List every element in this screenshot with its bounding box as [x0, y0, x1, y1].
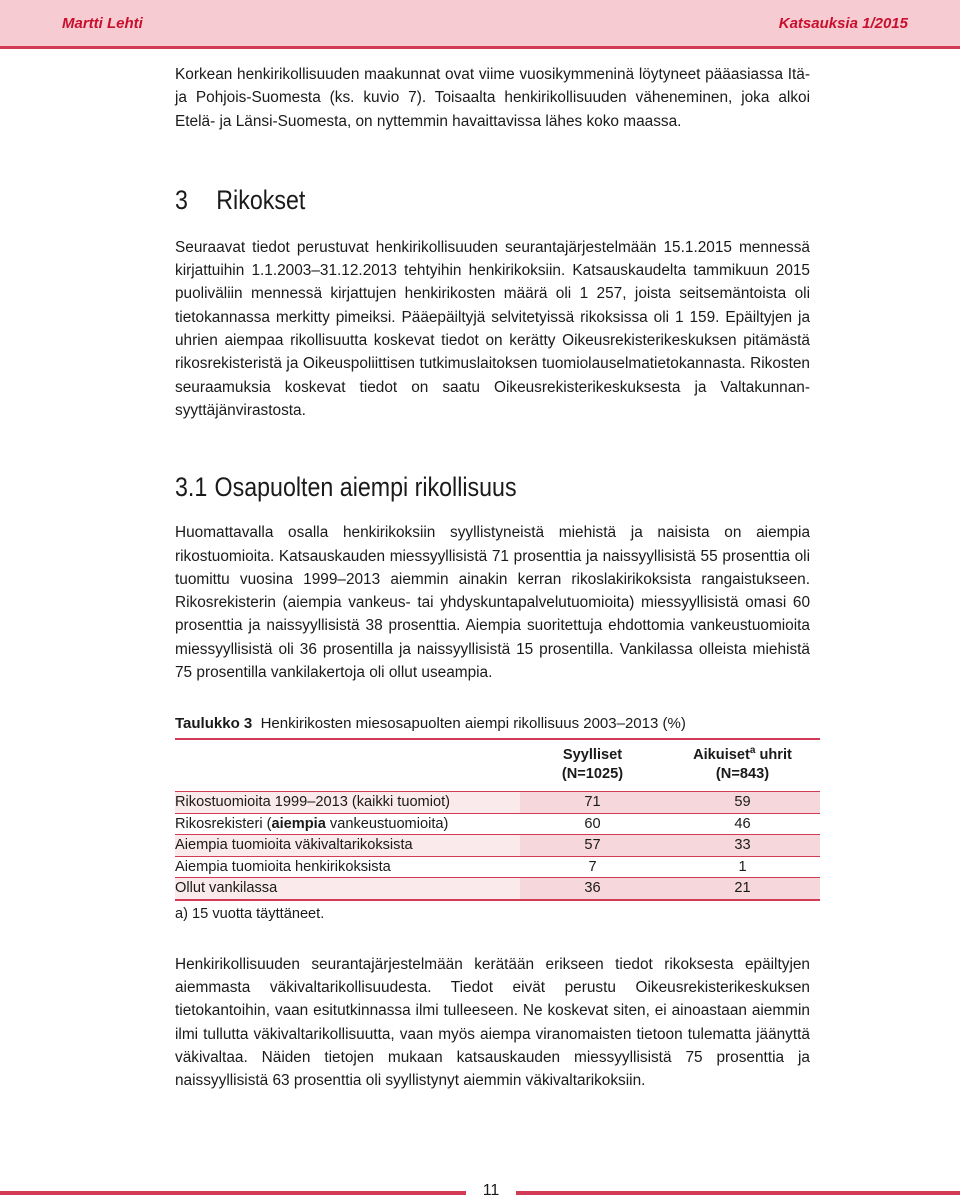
- section-3-title: Rikokset: [216, 184, 306, 215]
- footer-rule-left: [0, 1191, 466, 1195]
- section-3-1-number: 3.1: [175, 472, 208, 503]
- table-footnote: a) 15 vuotta täyttäneet.: [175, 905, 325, 922]
- table-row: Aiempia tuomioita henkirikoksista 7 1: [175, 856, 820, 878]
- table-caption-text: Henkirikosten miesosapuolten aiempi rikollisuus 2003–2013 (%): [260, 715, 686, 733]
- section-3-1-heading: [175, 472, 721, 503]
- table-row: Rikostuomioita 1999–2013 (kaikki tuomiot) 71 59: [175, 792, 820, 814]
- page-content: [175, 62, 810, 1093]
- intro-paragraph: Korkean henkirikollisuuden maakunnat ovat viime vuosikymmeninä löytyneet pääasiassa Itä- ja Pohjois-Suomesta (ks. kuvio 7). Toisaalta henkirikollisuuden väheneminen, joka alkoi Etelä- ja Länsi-Suomesta, on nyttemmin havaittavissa lähes koko maassa.: [175, 66, 810, 130]
- table-block: [175, 714, 810, 925]
- col-header-victims: Aikuiset$^a$ uhrit (N=843): [665, 740, 820, 792]
- footer-rule-right: [516, 1191, 960, 1195]
- section-3-paragraph: Seuraavat tiedot perustuvat henkirikollisuuden seurantajärjestelmään 15.1.2015 mennessä kirjattuihin 1.1.2003–31.12.2013 tehtyihin henkirikoksiin. Katsauskaudelta tammikuun 2015 puoliväliin mennessä kirjattujen henkirikosten määrä oli 1 257, joista seitsemäntoista oli tietokannassa merkitty pimeiksi. Pääepäiltyjä selvitetyissä rikoksissa oli 1 159. Epäiltyjen ja uhrien aiempaa rikollisuutta koskevat tiedot on kerätty Oikeusrekisterikeskuksen pitämästä rikosrekisteristä ja Oikeuspoliittisen tutkimuslaitoksen tuomiolauselmatietokannasta. Rikosten seuraamuksia koskevat tiedot on saatu Oikeusrekisterikeskuksesta ja Valtakunnansyyttäjänvirastosta.: [175, 238, 810, 419]
- section-3-number: 3: [175, 184, 188, 215]
- page-number: 11: [466, 1182, 516, 1200]
- table-frame: [175, 738, 820, 901]
- section-3-1-title: Osapuolten aiempi rikollisuus: [214, 472, 517, 503]
- data-table: [175, 740, 820, 901]
- table-row: Rikosrekisteri (aiempia vankeustuomioita) 60 46: [175, 813, 820, 835]
- header-author: Martti Lehti: [62, 15, 143, 32]
- table-row: Aiempia tuomioita väkivaltarikoksista 57 33: [175, 835, 820, 857]
- table-caption-label: Taulukko 3: [175, 715, 253, 733]
- header-series: Katsauksia 1/2015: [778, 15, 908, 32]
- table-caption: [175, 714, 810, 734]
- section-3-1-paragraph: Huomattavalla osalla henkirikoksiin syyllistyneistä miehistä ja naisista on aiempia rikostuomioita. Katsauskauden miessyyllisistä 71 prosenttia ja naissyyllisistä 55 prosenttia oli tuomittu vuosina 1999–2013 aiemmin ainakin kerran rikoslakirikoksista rangaistukseen. Rikosrekisterin (aiempia vankeus- tai yhdyskuntapalvelutuomioita) miessyyllisistä omasi 60 prosenttia ja naissyyllisistä 38 prosenttia. Aiempia suoritettuja ehdottomia vankeustuomioita miessyyllisistä oli 36 prosentilla ja naissyyllisistä 15 prosentilla. Vankilassa olleista miehistä 75 prosentilla vankilakertoja oli ollut useampia.: [175, 524, 810, 682]
- col-header-offenders: Syylliset (N=1025): [520, 740, 665, 792]
- table-header-row: [175, 740, 820, 792]
- footnote-marker: a: [749, 745, 756, 757]
- table-row: Ollut vankilassa 36 21: [175, 878, 820, 900]
- page-header: [0, 0, 960, 49]
- section-3-heading: [175, 185, 721, 216]
- closing-paragraph: Henkirikollisuuden seurantajärjestelmään kerätään erikseen tiedot rikoksesta epäiltyjen aiemmasta väkivaltarikollisuudesta. Tiedot eivät perustu Oikeusrekisterikeskuksen tietokantoihin, vaan esitutkinnassa ilmi tulleeseen. Ne koskevat siten, ei ainoastaan aiemmin ilmi tullutta väkivaltarikollisuutta, vaan myös aiempa viranomaisten tietoon tulematta jäänyttä väkivaltaa. Näiden tietojen mukaan katsauskauden miessyyllisistä 75 prosenttia ja naissyyllisistä 63 prosenttia oli syyllistynyt aiemmin väkivaltarikoksiin.: [175, 955, 810, 1090]
